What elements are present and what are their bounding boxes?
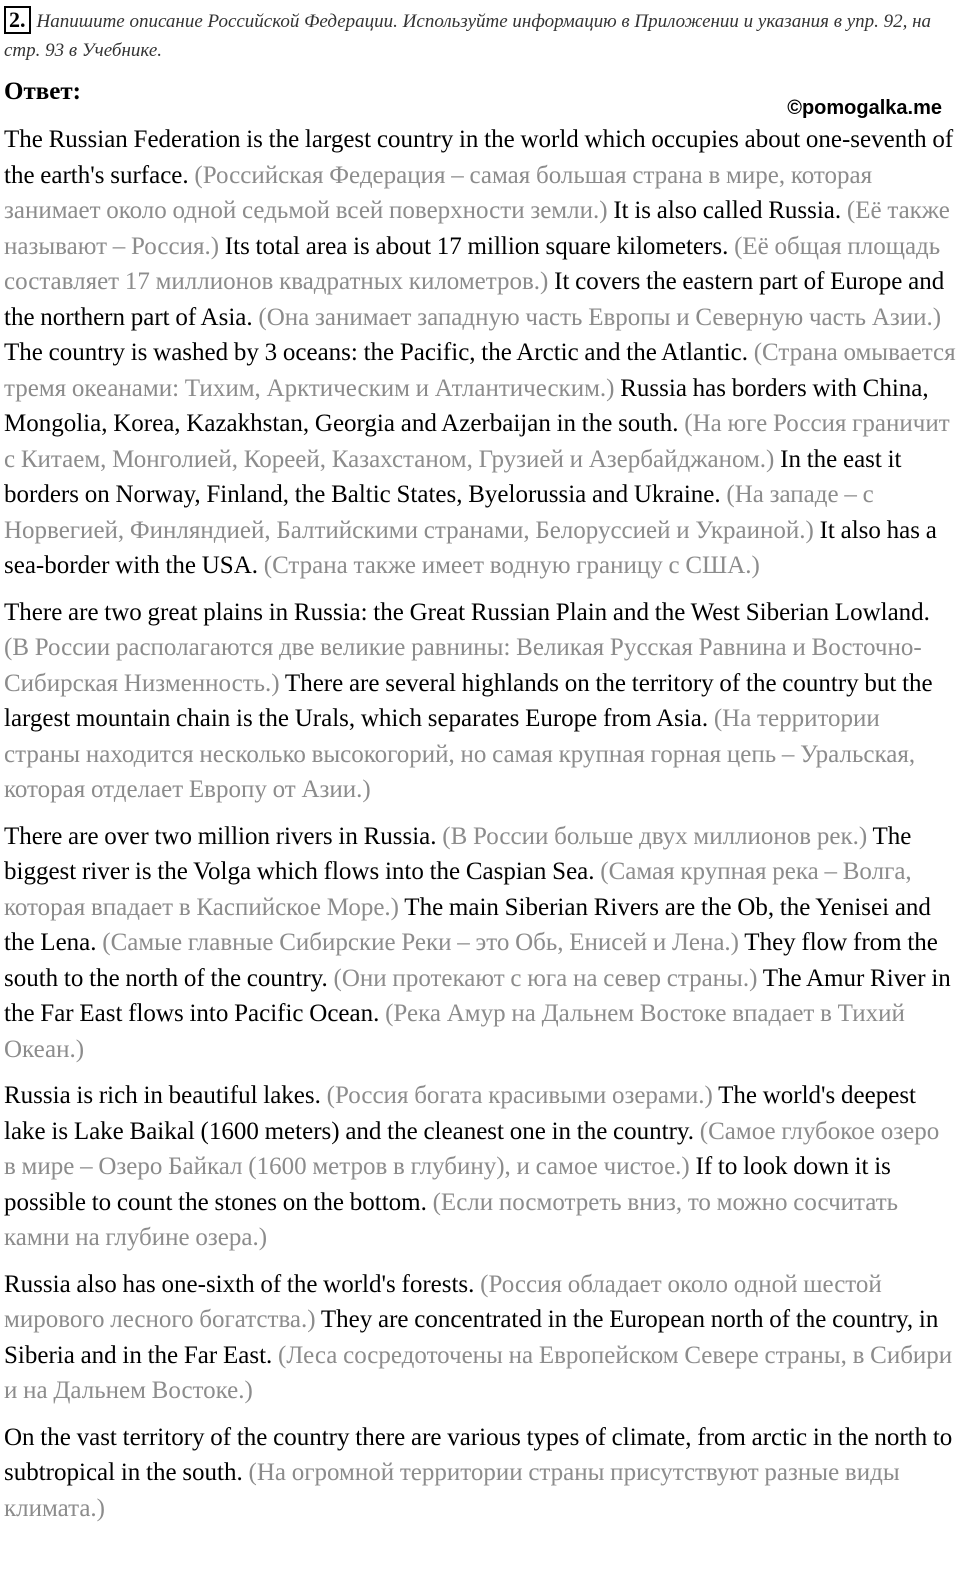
english-sentence: In the east it borders on Norway, Finland, the Baltic States, Byelorussia and Ukraine. bbox=[4, 445, 902, 508]
english-sentence: Its total area is about 17 million square kilometers. bbox=[224, 232, 735, 260]
russian-translation: (Она занимает западную часть Европы и Северную часть Азии.) bbox=[258, 303, 942, 331]
english-sentence: There are over two million rivers in Russia. bbox=[4, 822, 443, 850]
watermark: ©pomogalka.me bbox=[787, 97, 942, 119]
russian-translation: (Её также называют – Россия.) bbox=[4, 197, 950, 260]
english-sentence: It covers the eastern part of Europe and the northern part of Asia. bbox=[4, 268, 945, 331]
english-sentence: Russia has borders with China, Mongolia, Korea, Kazakhstan, Georgia and Azerbaijan in the south. bbox=[4, 374, 929, 437]
russian-translation: (В России располагаются две великие равнины: Великая Русская Равнина и Восточно-Сибирская Низменность.) bbox=[4, 634, 922, 697]
russian-translation: (На западе – с Норвегией, Финляндией, Балтийскими странами, Белоруссией и Украиной.) bbox=[4, 481, 874, 544]
english-sentence: There are several highlands on the territory of the country but the largest mountain chain is the Urals, which separates Europe from Asia. bbox=[4, 669, 933, 732]
english-sentence: The world's deepest lake is Lake Baikal (1600 meters) and the cleanest one in the country. bbox=[4, 1082, 916, 1145]
russian-translation: (Страна также имеет водную границу с США.) bbox=[263, 552, 760, 579]
answer-paragraph bbox=[4, 595, 956, 808]
answer-paragraph bbox=[4, 1267, 956, 1409]
task-instruction-text: Напишите описание Российской Федерации. Используйте информацию в Приложении и указания в упр. 92, на стр. 93 в Учебнике. bbox=[4, 11, 932, 61]
russian-translation: (В России больше двух миллионов рек.) bbox=[442, 822, 873, 850]
russian-translation: (Леса сосредоточены на Европейском Севере страны, в Сибири и на Дальнем Востоке.) bbox=[4, 1341, 953, 1404]
russian-translation: (Российская Федерация – самая большая страна в мире, которая занимает около одной седьмой всей поверхности земли.) bbox=[4, 161, 873, 224]
task-instruction-block bbox=[4, 6, 954, 65]
russian-translation: (Страна омывается тремя океанами: Тихим, Арктическим и Атлантическим.) bbox=[4, 339, 956, 402]
answer-paragraph bbox=[4, 1420, 956, 1527]
russian-translation: (На огромной территории страны присутствуют разные виды климата.) bbox=[4, 1459, 900, 1522]
english-sentence: The biggest river is the Volga which flows into the Caspian Sea. bbox=[4, 822, 912, 885]
english-sentence: It also has a sea-border with the USA. bbox=[4, 516, 937, 579]
english-sentence: The Russian Federation is the largest country in the world which occupies about one-seventh of the earth's surface. bbox=[4, 126, 954, 189]
russian-translation: (Россия богата красивыми озерами.) bbox=[326, 1082, 719, 1109]
english-sentence: They flow from the south to the north of the country. bbox=[4, 929, 938, 992]
russian-translation: (Самая крупная река – Волга, которая впадает в Каспийское Море.) bbox=[4, 858, 912, 921]
answer-label: Ответ: bbox=[4, 78, 81, 105]
russian-translation: (Её общая площадь составляет 17 миллионов квадратных километров.) bbox=[4, 232, 941, 295]
russian-translation: (Россия обладает около одной шестой мирового лесного богатства.) bbox=[4, 1270, 882, 1333]
answer-paragraph bbox=[4, 819, 956, 1068]
russian-translation: (Самое глубокое озеро в мире – Озеро Байкал (1600 метров в глубину), и самое чистое.) bbox=[4, 1117, 940, 1180]
task-number: 2. bbox=[4, 6, 31, 34]
english-sentence: Russia also has one-sixth of the world's forests. bbox=[4, 1270, 481, 1298]
english-sentence: The Amur River in the Far East flows into Pacific Ocean. bbox=[4, 964, 951, 1027]
russian-translation: (Река Амур на Дальнем Востоке впадает в Тихий Океан.) bbox=[4, 1000, 905, 1063]
answer-paragraph bbox=[4, 1078, 956, 1256]
russian-translation: (Самые главные Сибирские Реки – это Обь, Енисей и Лена.) bbox=[102, 929, 745, 956]
answer-paragraph bbox=[4, 122, 956, 584]
russian-translation: (Если посмотреть вниз, то можно сосчитать камни на глубине озера.) bbox=[4, 1188, 899, 1251]
english-sentence: The country is washed by 3 oceans: the Pacific, the Arctic and the Atlantic. bbox=[4, 339, 754, 366]
english-sentence: It is also called Russia. bbox=[613, 197, 847, 224]
english-sentence: The main Siberian Rivers are the Ob, the Yenisei and the Lena. bbox=[4, 893, 931, 956]
english-sentence: If to look down it is possible to count the stones on the bottom. bbox=[4, 1153, 891, 1216]
english-sentence: Russia is rich in beautiful lakes. bbox=[4, 1082, 327, 1109]
russian-translation: (На юге Россия граничит с Китаем, Монголией, Кореей, Казахстаном, Грузией и Азербайджаном.) bbox=[4, 410, 950, 473]
russian-translation: (Они протекают с юга на север страны.) bbox=[333, 964, 763, 992]
english-sentence: They are concentrated in the European north of the country, in Siberia and in the Far East. bbox=[4, 1306, 939, 1369]
russian-translation: (На территории страны находится несколько высокогорий, но самая крупная горная цепь – Уральская, которая отделает Европу от Азии.) bbox=[4, 705, 916, 803]
english-sentence: On the vast territory of the country there are various types of climate, from arctic in the north to subtropical in the south. bbox=[4, 1423, 953, 1486]
english-sentence: There are two great plains in Russia: the Great Russian Plain and the West Siberian Lowland. bbox=[4, 598, 930, 626]
answer-text bbox=[4, 122, 956, 1537]
